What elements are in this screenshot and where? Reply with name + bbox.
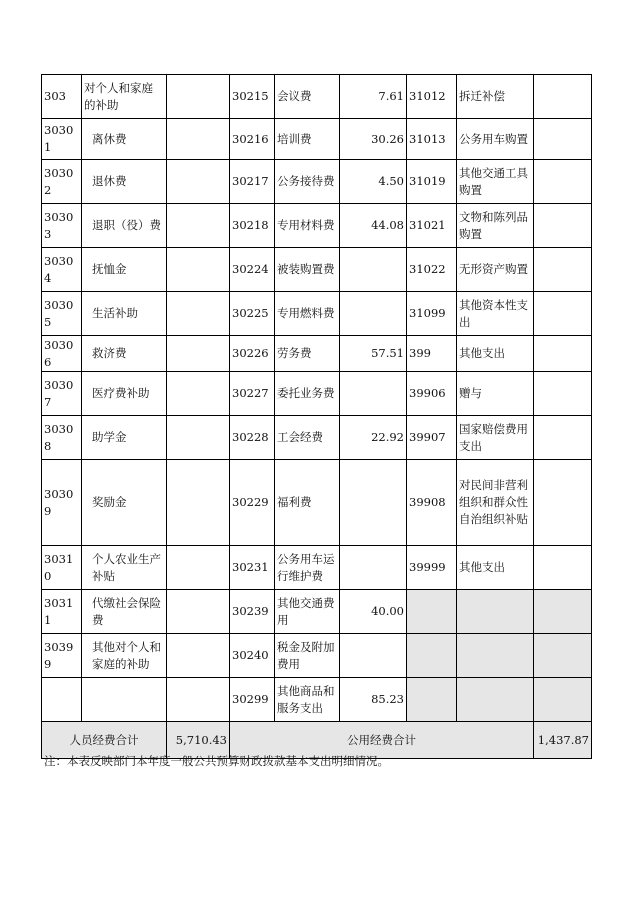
- economic-code-cell: 30305: [42, 292, 82, 336]
- economic-code-cell: 31012: [407, 75, 457, 119]
- economic-code-cell: 31019: [407, 160, 457, 204]
- item-name-cell: 其他对个人和家庭的补助: [82, 634, 167, 678]
- economic-code-cell: 30303: [42, 204, 82, 248]
- amount-cell: [167, 416, 230, 460]
- table-row: [42, 248, 592, 292]
- item-name-cell: 委托业务费: [275, 372, 340, 416]
- item-name-cell: 福利费: [275, 460, 340, 546]
- item-name-cell: 离休费: [82, 119, 167, 160]
- amount-cell: [167, 292, 230, 336]
- economic-code-cell: [42, 678, 82, 722]
- amount-cell: [167, 248, 230, 292]
- table-body: [42, 75, 592, 722]
- amount-cell: [534, 248, 592, 292]
- amount-cell: 30.26: [340, 119, 407, 160]
- item-name-cell: 生活补助: [82, 292, 167, 336]
- table-row: [42, 292, 592, 336]
- economic-code-cell: 39999: [407, 546, 457, 590]
- amount-cell: 44.08: [340, 204, 407, 248]
- amount-cell: [534, 590, 592, 634]
- amount-cell: [340, 372, 407, 416]
- economic-code-cell: [407, 678, 457, 722]
- amount-cell: [534, 336, 592, 372]
- item-name-cell: 其他支出: [457, 546, 534, 590]
- table-note: 注：本表反映部门本年度一般公共预算财政拨款基本支出明细情况。: [44, 754, 389, 768]
- amount-cell: [534, 634, 592, 678]
- item-name-cell: [457, 634, 534, 678]
- item-name-cell: 救济费: [82, 336, 167, 372]
- economic-code-cell: 30224: [230, 248, 275, 292]
- amount-cell: [340, 546, 407, 590]
- economic-code-cell: 30226: [230, 336, 275, 372]
- economic-code-cell: 303: [42, 75, 82, 119]
- economic-code-cell: 30301: [42, 119, 82, 160]
- amount-cell: [167, 75, 230, 119]
- amount-cell: 85.23: [340, 678, 407, 722]
- public-total-value: 1,437.87: [534, 722, 592, 759]
- economic-code-cell: 30307: [42, 372, 82, 416]
- item-name-cell: 退休费: [82, 160, 167, 204]
- item-name-cell: 公务用车运行维护费: [275, 546, 340, 590]
- item-name-cell: 无形资产购置: [457, 248, 534, 292]
- item-name-cell: 退职（役）费: [82, 204, 167, 248]
- economic-code-cell: 30218: [230, 204, 275, 248]
- economic-code-cell: [407, 590, 457, 634]
- amount-cell: [167, 372, 230, 416]
- item-name-cell: 国家赔偿费用支出: [457, 416, 534, 460]
- table-row: [42, 75, 592, 119]
- amount-cell: [534, 119, 592, 160]
- table-row: [42, 372, 592, 416]
- economic-code-cell: 30231: [230, 546, 275, 590]
- amount-cell: 22.92: [340, 416, 407, 460]
- item-name-cell: 拆迁补偿: [457, 75, 534, 119]
- amount-cell: [167, 336, 230, 372]
- economic-code-cell: 30399: [42, 634, 82, 678]
- item-name-cell: 其他商品和服务支出: [275, 678, 340, 722]
- economic-code-cell: 30306: [42, 336, 82, 372]
- item-name-cell: 专用材料费: [275, 204, 340, 248]
- amount-cell: [340, 248, 407, 292]
- amount-cell: [534, 416, 592, 460]
- economic-code-cell: 30308: [42, 416, 82, 460]
- item-name-cell: 其他交通费用: [275, 590, 340, 634]
- item-name-cell: 会议费: [275, 75, 340, 119]
- amount-cell: [534, 546, 592, 590]
- table-row: [42, 416, 592, 460]
- personnel-total-label: 人员经费合计: [42, 722, 167, 759]
- amount-cell: [534, 75, 592, 119]
- table-row: [42, 160, 592, 204]
- item-name-cell: 公务用车购置: [457, 119, 534, 160]
- economic-code-cell: 30228: [230, 416, 275, 460]
- table-row: [42, 678, 592, 722]
- table-row: [42, 590, 592, 634]
- amount-cell: 4.50: [340, 160, 407, 204]
- item-name-cell: 公务接待费: [275, 160, 340, 204]
- economic-code-cell: 30217: [230, 160, 275, 204]
- item-name-cell: [82, 678, 167, 722]
- amount-cell: [167, 634, 230, 678]
- amount-cell: [167, 546, 230, 590]
- economic-code-cell: 30227: [230, 372, 275, 416]
- economic-code-cell: 30240: [230, 634, 275, 678]
- economic-code-cell: 30311: [42, 590, 82, 634]
- economic-code-cell: 30215: [230, 75, 275, 119]
- amount-cell: [167, 119, 230, 160]
- item-name-cell: 抚恤金: [82, 248, 167, 292]
- economic-code-cell: 30239: [230, 590, 275, 634]
- item-name-cell: 其他交通工具购置: [457, 160, 534, 204]
- item-name-cell: 对民间非营利组织和群众性自治组织补贴: [457, 460, 534, 546]
- economic-code-cell: 31022: [407, 248, 457, 292]
- item-name-cell: [457, 678, 534, 722]
- economic-code-cell: 30229: [230, 460, 275, 546]
- table-row: [42, 204, 592, 248]
- economic-code-cell: 39907: [407, 416, 457, 460]
- amount-cell: 7.61: [340, 75, 407, 119]
- economic-code-cell: 30302: [42, 160, 82, 204]
- item-name-cell: 个人农业生产补贴: [82, 546, 167, 590]
- economic-code-cell: 31099: [407, 292, 457, 336]
- amount-cell: [534, 678, 592, 722]
- personnel-total-value: 5,710.43: [167, 722, 230, 759]
- item-name-cell: 工会经费: [275, 416, 340, 460]
- amount-cell: [167, 204, 230, 248]
- economic-code-cell: 30309: [42, 460, 82, 546]
- item-name-cell: 赠与: [457, 372, 534, 416]
- amount-cell: [534, 460, 592, 546]
- amount-cell: [167, 678, 230, 722]
- amount-cell: 57.51: [340, 336, 407, 372]
- table-row: [42, 546, 592, 590]
- economic-code-cell: 399: [407, 336, 457, 372]
- table-row: [42, 336, 592, 372]
- amount-cell: [340, 460, 407, 546]
- item-name-cell: 被装购置费: [275, 248, 340, 292]
- item-name-cell: 其他支出: [457, 336, 534, 372]
- item-name-cell: 其他资本性支出: [457, 292, 534, 336]
- economic-code-cell: 31021: [407, 204, 457, 248]
- amount-cell: [167, 590, 230, 634]
- economic-code-cell: 30304: [42, 248, 82, 292]
- amount-cell: [534, 292, 592, 336]
- item-name-cell: 代缴社会保险费: [82, 590, 167, 634]
- table-row: [42, 634, 592, 678]
- amount-cell: [167, 460, 230, 546]
- item-name-cell: 培训费: [275, 119, 340, 160]
- table-row: [42, 119, 592, 160]
- economic-code-cell: 30310: [42, 546, 82, 590]
- economic-code-cell: [407, 634, 457, 678]
- expenditure-detail-table: [41, 74, 592, 759]
- economic-code-cell: 30216: [230, 119, 275, 160]
- item-name-cell: 专用燃料费: [275, 292, 340, 336]
- economic-code-cell: 39906: [407, 372, 457, 416]
- amount-cell: [534, 372, 592, 416]
- amount-cell: [167, 160, 230, 204]
- item-name-cell: 对个人和家庭的补助: [82, 75, 167, 119]
- item-name-cell: 助学金: [82, 416, 167, 460]
- item-name-cell: [457, 590, 534, 634]
- amount-cell: 40.00: [340, 590, 407, 634]
- amount-cell: [340, 292, 407, 336]
- item-name-cell: 奖励金: [82, 460, 167, 546]
- economic-code-cell: 30225: [230, 292, 275, 336]
- economic-code-cell: 31013: [407, 119, 457, 160]
- table-row: [42, 460, 592, 546]
- public-total-label: 公用经费合计: [230, 722, 534, 759]
- item-name-cell: 文物和陈列品购置: [457, 204, 534, 248]
- economic-code-cell: 39908: [407, 460, 457, 546]
- amount-cell: [534, 204, 592, 248]
- item-name-cell: 劳务费: [275, 336, 340, 372]
- amount-cell: [340, 634, 407, 678]
- item-name-cell: 医疗费补助: [82, 372, 167, 416]
- economic-code-cell: 30299: [230, 678, 275, 722]
- amount-cell: [534, 160, 592, 204]
- item-name-cell: 税金及附加费用: [275, 634, 340, 678]
